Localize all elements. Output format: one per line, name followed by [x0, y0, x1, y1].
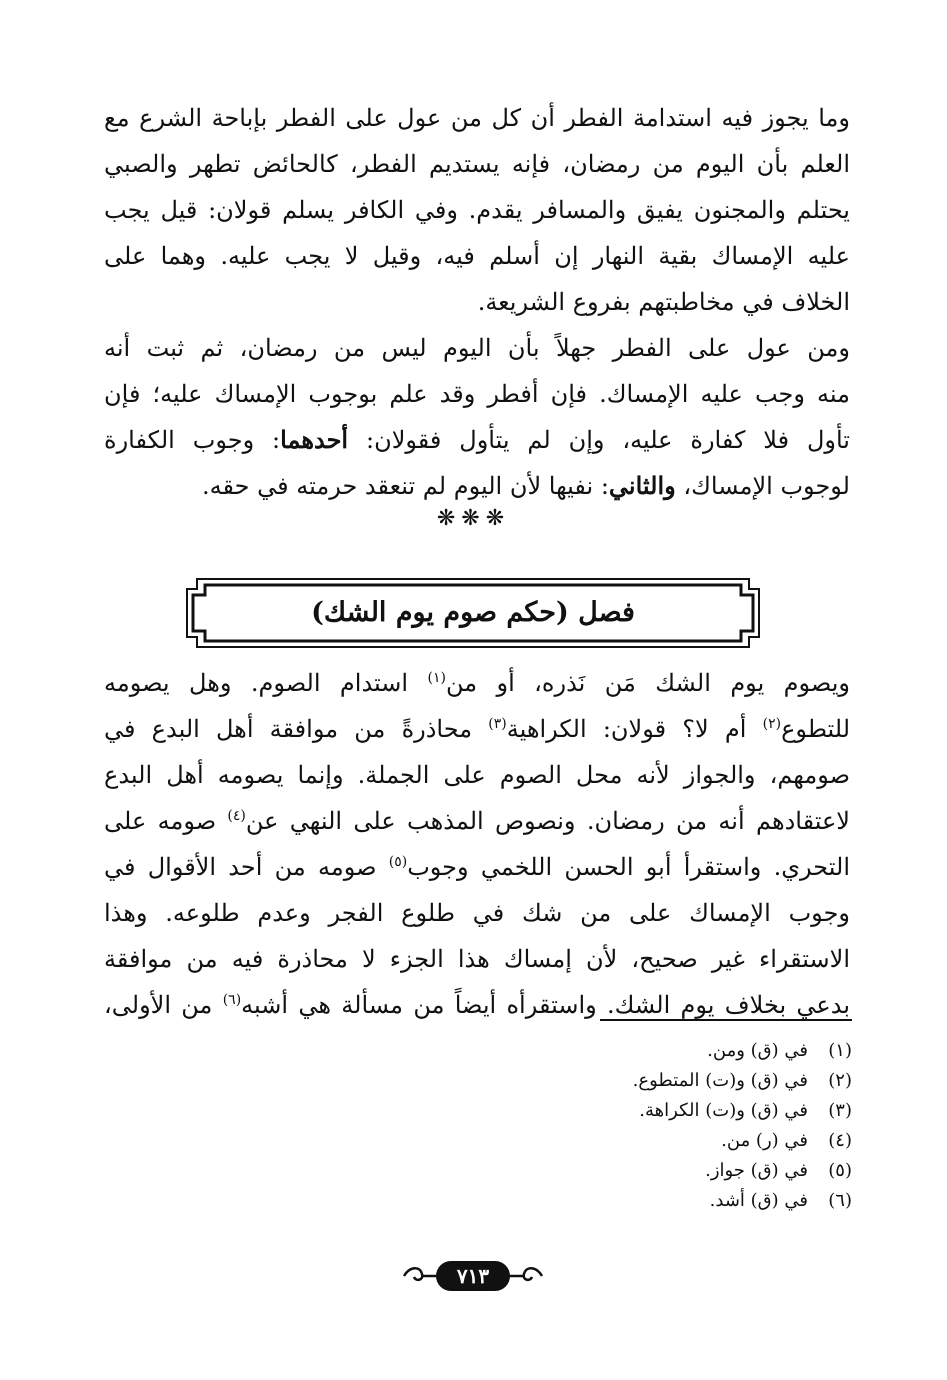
- footnote-number: (٦): [828, 1190, 852, 1211]
- footnote: [480, 1156, 852, 1186]
- footnote: [480, 1186, 852, 1216]
- text-run: التحري. واستقرأ أبو الحسن اللخمي وجوب: [407, 853, 850, 881]
- text-run: : نفيها لأن اليوم لم تنعقد حرمته في حقه.: [202, 472, 609, 500]
- text-run: : وجوب الكفارة: [104, 426, 281, 454]
- text-run: ويصوم يوم الشك مَن نَذره، أو من: [445, 669, 851, 697]
- text-line: وجوب الإمساك على من شك في طلوع الفجر وعدم طلوعه. وهذا: [104, 899, 851, 927]
- footnote-text: في (ق) ومن.: [707, 1040, 808, 1061]
- text-line: ومن عول على الفطر جهلاً بأن اليوم ليس من رمضان، ثم ثبت أنه: [104, 334, 850, 362]
- text-run: بدعي بخلاف يوم الشك. واستقرأه أيضاً من مسألة هي أشبه: [241, 991, 851, 1019]
- text-run: تأول فلا كفارة عليه، وإن لم يتأول فقولان:: [348, 426, 850, 454]
- section-title-frame: [183, 575, 763, 651]
- footnote-text: في (ق) و(ت) المتطوع.: [632, 1070, 808, 1091]
- text-line: يحتلم والمجنون يفيق والمسافر يقدم. وفي الكافر يسلم قولان: قيل يجب: [104, 196, 850, 224]
- footnote-number: (٤): [828, 1130, 852, 1151]
- footnote-number: (١): [828, 1040, 852, 1061]
- bold-term-first: أحدهما: [280, 425, 349, 454]
- footnote-text: في (ق) جواز.: [705, 1160, 808, 1181]
- page-number: ٧١٣: [456, 1264, 490, 1288]
- text-run: لاعتقادهم أنه من رمضان. ونصوص المذهب على النهي عن: [245, 807, 850, 835]
- footnote-ref: (٥): [388, 854, 408, 870]
- footnote-text: في (ق) أشد.: [709, 1190, 808, 1211]
- footnotes: [480, 1036, 852, 1216]
- text-run: أم لا؟ قولان: الكراهية: [506, 715, 763, 743]
- text-line: [104, 417, 850, 463]
- text-line: وما يجوز فيه استدامة الفطر أن كل من عول على الفطر بإباحة الشرع مع: [104, 104, 851, 132]
- text-run: صومه على: [104, 807, 228, 835]
- text-run: للتطوع: [781, 715, 850, 743]
- footnote: [480, 1036, 852, 1066]
- text-run: من الأولى،: [104, 991, 223, 1019]
- text-line: [104, 463, 850, 509]
- text-run: استدام الصوم. وهل يصومه: [104, 669, 428, 697]
- text-run: صومه من أحد الأقوال في: [104, 853, 389, 881]
- text-run: لوجوب الإمساك،: [675, 472, 850, 500]
- footnote-ref: (٢): [762, 716, 782, 732]
- footnote-number: (٢): [828, 1070, 852, 1091]
- footnote-ref: (١): [427, 670, 446, 686]
- paragraph-fasting-continuation: [104, 95, 850, 325]
- footnote-divider: [600, 1019, 852, 1021]
- footnote-number: (٣): [828, 1100, 852, 1121]
- footnote: [480, 1096, 852, 1126]
- text-line: [104, 844, 850, 890]
- text-line: [104, 982, 850, 1028]
- text-line: [104, 706, 850, 752]
- footnote: [480, 1066, 852, 1096]
- text-line: [104, 798, 850, 844]
- footnote: [480, 1126, 852, 1156]
- text-line: العلم بأن اليوم من رمضان، فإنه يستديم الفطر، كالحائض تطهر والصبي: [104, 150, 850, 178]
- footnote-ref: (٣): [488, 716, 507, 732]
- paragraph-doubt-day: [104, 660, 850, 1028]
- footnote-ref: (٦): [222, 992, 242, 1008]
- text-line: منه وجب عليه الإمساك. فإن أفطر وقد علم بوجوب الإمساك عليه؛ فإن: [104, 380, 850, 408]
- bold-term-second: والثاني: [608, 471, 676, 500]
- text-line: الاستقراء غير صحيح، لأن إمساك هذا الجزء لا محاذرة فيه من موافقة: [104, 945, 850, 973]
- text-line: عليه الإمساك بقية النهار إن أسلم فيه، وقيل لا يجب عليه. وهما على: [104, 242, 850, 270]
- text-line: [104, 660, 850, 706]
- text-line: الخلاف في مخاطبتهم بفروع الشريعة.: [477, 288, 850, 316]
- footnote-text: في (ر) من.: [721, 1130, 808, 1151]
- section-title: فصل (حكم صوم يوم الشك): [311, 597, 635, 628]
- text-line: صومهم، والجواز لأنه محل الصوم على الجملة. وإنما يصومه أهل البدع: [104, 761, 850, 789]
- footnote-number: (٥): [828, 1160, 852, 1181]
- text-run: محاذرةً من موافقة أهل البدع في: [104, 715, 489, 743]
- page-number-ornament: [398, 1258, 548, 1294]
- section-separator-stars: ❋❋❋: [436, 506, 511, 531]
- paragraph-ignorance-case: [104, 325, 850, 509]
- footnote-text: في (ق) و(ت) الكراهة.: [639, 1100, 808, 1121]
- footnote-ref: (٤): [227, 808, 246, 824]
